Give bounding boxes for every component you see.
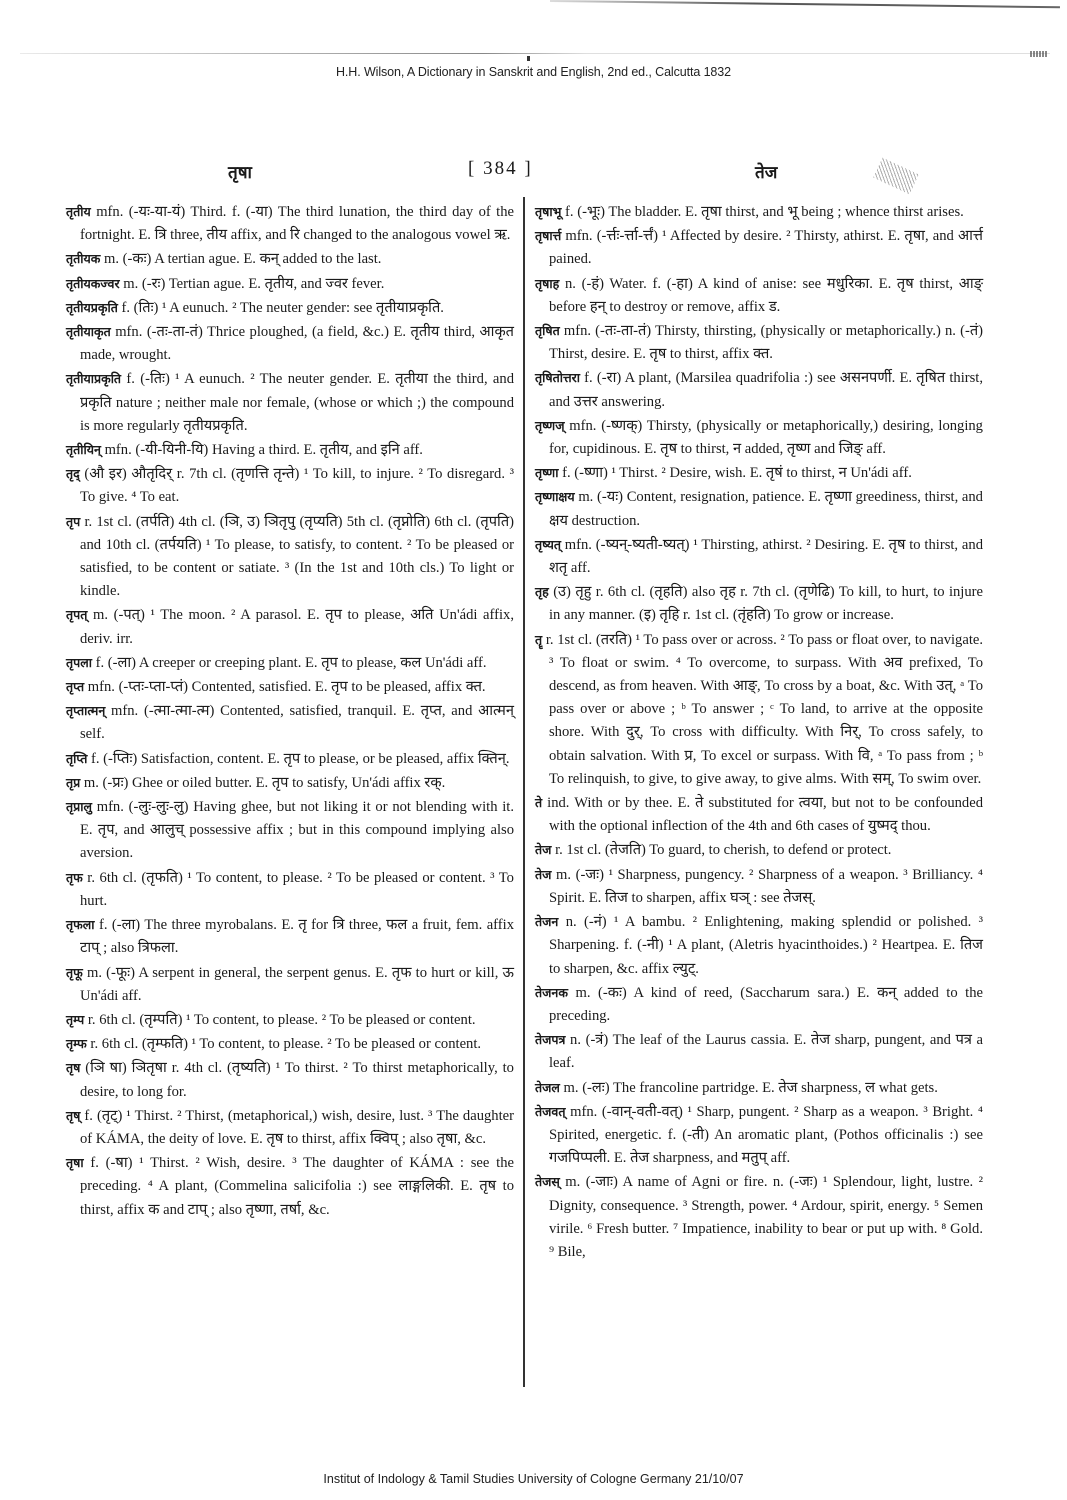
dictionary-entry bbox=[535, 272, 983, 319]
entry-definition: (औ इर) औतृदिर् r. 7th cl. (तृणत्ति तृन्ते) ¹ To kill, to injure. ² To disregard. ³ To give. ⁴ To eat. bbox=[80, 466, 514, 506]
dictionary-entry bbox=[66, 1008, 514, 1032]
entry-headword: तृप्त bbox=[66, 679, 85, 695]
entry-definition: mfn. (-लुः-लुः-लु) Having ghee, but not liking it or not blending with it. E. तृप, and आलुच् possessive affix ; but in this compound implying also aversion. bbox=[80, 799, 515, 862]
dictionary-entry bbox=[66, 961, 514, 1008]
entry-headword: तृफला bbox=[66, 917, 95, 933]
dictionary-entry bbox=[66, 771, 514, 795]
dictionary-entry bbox=[66, 1056, 514, 1103]
entry-headword: तृद् bbox=[66, 466, 80, 482]
entry-definition: mfn. (-त्मा-त्मा-त्म) Contented, satisfied, tranquil. E. तृप्त, and आत्मन् self. bbox=[80, 703, 514, 743]
entry-headword: तेजस् bbox=[535, 1174, 560, 1190]
dictionary-entry bbox=[66, 367, 514, 438]
dictionary-entry bbox=[66, 699, 514, 746]
dictionary-entry bbox=[535, 461, 983, 485]
entry-definition: f. (-ला) A creeper or creeping plant. E. तृप to please, कल Un'ádi aff. bbox=[95, 654, 487, 671]
entry-definition: f. (-तिः) ¹ A eunuch. ² The neuter gender. E. तृतीया the third, and प्रकृति nature ; neither male nor female, (whose or which ;) the compound is more regularly तृतीयप्रकृति. bbox=[80, 371, 514, 434]
dictionary-entry bbox=[66, 675, 514, 699]
entry-definition: ind. With or by thee. E. ते substituted for त्वया, but not to be confounded with the optional inflection of the 4th and 6th cases of युष्मद् thou. bbox=[547, 795, 983, 835]
entry-definition: mfn. (-ष्णक्) Thirsty, (physically or metaphorically,) desiring, longing for, cupidinous. E. तृष to thirst, न added, तृष्ण and जिङ् aff. bbox=[549, 417, 983, 458]
dictionary-entry bbox=[66, 866, 514, 913]
entry-definition: m. (-जाः) A name of Agni or fire. n. (-जः) ¹ Splendour, light, lustre. ² Dignity, consequence. ³ Strength, power. ⁴ Ardour, spirit, energy. ⁵ Semen virile. ⁶ Fresh butter. ⁷ Impatience, inability to bear or put up with. ⁸ Gold. ⁹ Bile, bbox=[549, 1174, 983, 1260]
column-divider bbox=[523, 197, 525, 1387]
dictionary-entry bbox=[66, 1151, 514, 1222]
entry-headword: तृषितोत्तरा bbox=[535, 370, 580, 386]
entry-definition: mfn. (-यी-यिनी-यि) Having a third. E. तृतीय, and इनि aff. bbox=[104, 442, 423, 459]
entry-headword: तृषाह bbox=[535, 275, 560, 291]
entry-definition: mfn. (-यः-या-यं) Third. f. (-या) The third lunation, the third day of the fortnight. E. त्रि three, तीय affix, and रि changed to the analogous vowel ऋ. bbox=[80, 204, 514, 244]
entry-headword: तेज bbox=[535, 866, 552, 882]
entry-headword: तृफ bbox=[66, 869, 83, 885]
entry-headword: तृषाभू bbox=[535, 204, 562, 219]
right-column bbox=[535, 200, 983, 1264]
dictionary-entry bbox=[535, 366, 983, 413]
entry-definition: f. (तृट्) ¹ Thirst. ² Thirst, (metaphorical,) wish, desire, lust. ³ The daughter of KÁMA, the deity of love. E. तृष to thirst, affix क्विप् ; also तृषा, &c. bbox=[80, 1107, 514, 1147]
entry-headword: तेजवत् bbox=[535, 1103, 566, 1119]
entry-definition: r. 6th cl. (तृफति) ¹ To content, to please. ² To be pleased or content. ³ To hurt. bbox=[80, 869, 514, 909]
dictionary-entry bbox=[66, 272, 514, 296]
entry-definition: m. (-रः) Tertian ague. E. तृतीय, and ज्वर fever. bbox=[123, 275, 385, 292]
dictionary-entry bbox=[535, 200, 983, 224]
dictionary-entry bbox=[66, 913, 514, 960]
dictionary-entry bbox=[66, 320, 514, 367]
entry-headword: तृतीयिन् bbox=[66, 442, 101, 458]
entry-definition: mfn. (-वान्-वती-वत्) ¹ Sharp, pungent. ² Sharp as a weapon. ³ Bright. ⁴ Spirited, energetic. f. (-ती) An aromatic plant, (Pothos officinalis :) see गजपिप्पली. E. तेज sharpness, and मतुप् aff. bbox=[549, 1103, 983, 1167]
dictionary-entry bbox=[535, 414, 983, 461]
dictionary-entry bbox=[66, 438, 514, 462]
entry-headword: तृष्णाक्षय bbox=[535, 489, 575, 505]
dictionary-entry bbox=[535, 580, 983, 627]
entry-headword: तृफू bbox=[66, 964, 83, 980]
running-head-first-word: तृषा bbox=[228, 163, 252, 183]
dictionary-entry bbox=[535, 533, 983, 580]
entry-headword: तेजल bbox=[535, 1079, 560, 1095]
dictionary-entry bbox=[66, 795, 514, 866]
dictionary-entry bbox=[535, 319, 983, 366]
dictionary-entry bbox=[535, 628, 983, 791]
dictionary-entry bbox=[66, 296, 514, 320]
entry-definition: n. (-नं) ¹ A bambu. ² Enlightening, making splendid or polished. ³ Sharpening. f. (-नी) ¹ A plant, (Aletris hyacinthoides.) ² Heartpea. E. तिज to sharpen, &c. affix ल्युट्. bbox=[549, 914, 983, 977]
scan-artifact-line bbox=[550, 0, 1060, 8]
dictionary-entry bbox=[66, 247, 514, 271]
page-number: [ 384 ] bbox=[468, 158, 533, 179]
dictionary-entry bbox=[66, 510, 514, 604]
entry-definition: m. (-पत्) ¹ The moon. ² A parasol. E. तृप to please, अति Un'ádi affix, deriv. irr. bbox=[80, 607, 514, 647]
entry-headword: तेजनक bbox=[535, 984, 568, 1000]
entry-headword: तृषार्त्त bbox=[535, 228, 562, 244]
dictionary-entry bbox=[535, 1076, 983, 1100]
entry-headword: तॄ bbox=[535, 631, 543, 647]
entry-definition: mfn. (-र्त्तः-र्त्ता-र्त्तं) ¹ Affected by desire. ² Thirsty, athirst. E. तृषा, and आर्त्त pained. bbox=[549, 228, 983, 268]
entry-headword: तृपत् bbox=[66, 607, 88, 623]
entry-headword: तृतीय bbox=[66, 204, 91, 219]
entry-headword: तृतीयाप्रकृति bbox=[66, 371, 122, 387]
entry-headword: तृतीयाकृत bbox=[66, 324, 111, 340]
dictionary-entry bbox=[535, 838, 983, 862]
source-citation-header: H.H. Wilson, A Dictionary in Sanskrit and English, 2nd ed., Calcutta 1832 bbox=[336, 65, 731, 79]
entry-headword: ते bbox=[535, 795, 543, 811]
dictionary-entry bbox=[535, 791, 983, 838]
entry-headword: तृष् bbox=[66, 1107, 81, 1123]
entry-definition: f. (-रा) A plant, (Marsilea quadrifolia :) see असनपर्णी. E. तृषित thirst, and उत्तर answering. bbox=[549, 370, 983, 410]
entry-headword: तेजन bbox=[535, 914, 559, 930]
entry-definition: m. (-कः) A kind of reed, (Saccharum sara.) E. कन् added to the preceding. bbox=[549, 984, 983, 1024]
entry-headword: तृप्ति bbox=[66, 750, 88, 766]
dictionary-entry bbox=[66, 603, 514, 650]
entry-headword: तृह bbox=[535, 584, 549, 600]
entry-headword: तृम्प bbox=[66, 1011, 85, 1027]
entry-headword: तृप्रालु bbox=[66, 799, 92, 815]
entry-headword: तृतीयक bbox=[66, 251, 101, 267]
dictionary-entry bbox=[535, 981, 983, 1028]
entry-definition: f. (-भूः) The bladder. E. तृषा thirst, and भू being ; whence thirst arises. bbox=[565, 204, 964, 220]
entry-definition: (ञि षा) ञितृषा r. 4th cl. (तृष्यति) ¹ To thirst. ² To thirst metaphorically, to desire, to long for. bbox=[80, 1060, 514, 1100]
scan-artifact-line bbox=[20, 53, 1050, 54]
entry-headword: तृप bbox=[66, 513, 81, 529]
entry-headword: तृष्यत् bbox=[535, 536, 561, 552]
dictionary-entry bbox=[535, 863, 983, 910]
dictionary-entry bbox=[535, 485, 983, 532]
entry-headword: तृष्णज् bbox=[535, 417, 565, 433]
dictionary-entry bbox=[66, 651, 514, 675]
entry-headword: तृषा bbox=[66, 1155, 84, 1171]
entry-headword: तेज bbox=[535, 842, 552, 858]
dictionary-entry bbox=[66, 462, 514, 509]
entry-definition: r. 1st cl. (तेजति) To guard, to cherish, to defend or protect. bbox=[555, 842, 892, 859]
entry-headword: तृपला bbox=[66, 654, 92, 670]
entry-definition: r. 6th cl. (तृम्पति) ¹ To content, to please. ² To be pleased or content. bbox=[87, 1011, 476, 1028]
entry-headword: तृप्तात्मन् bbox=[66, 703, 106, 719]
dictionary-entry bbox=[535, 1170, 983, 1264]
entry-definition: mfn. (-ष्यन्-ष्यती-ष्यत्) ¹ Thirsting, athirst. ² Desiring. E. तृष to thirst, and शतृ aff. bbox=[549, 536, 983, 577]
dictionary-entry bbox=[66, 200, 514, 247]
entry-definition: m. (-फूः) A serpent in general, the serpent genus. E. तृफ to hurt or kill, ऊ Un'ádi aff. bbox=[80, 964, 514, 1004]
entry-definition: mfn. (-तः-ता-तं) Thirsty, thirsting, (physically or metaphorically.) n. (-तं) Thirst, desire. E. तृष to thirst, affix क्त. bbox=[549, 323, 983, 363]
entry-headword: तृष bbox=[66, 1060, 81, 1076]
entry-headword: तृषित bbox=[535, 323, 560, 339]
left-column bbox=[66, 200, 514, 1222]
entry-definition: m. (-जः) ¹ Sharpness, pungency. ² Sharpness of a weapon. ³ Brilliancy. ⁴ Spirit. E. तिज to sharpen, affix घञ् : see तेजस्. bbox=[549, 866, 983, 906]
entry-headword: तृतीयप्रकृति bbox=[66, 299, 118, 315]
dictionary-entry bbox=[66, 747, 514, 771]
entry-definition: m. (-यः) Content, resignation, patience. E. तृष्णा greediness, thirst, and क्षय destruction. bbox=[549, 489, 983, 529]
entry-definition: f. (तिः) ¹ A eunuch. ² The neuter gender: see तृतीयाप्रकृति. bbox=[121, 299, 444, 316]
dictionary-entry bbox=[66, 1032, 514, 1056]
entry-headword: तृष्णा bbox=[535, 465, 559, 481]
entry-definition: n. (-हं) Water. f. (-हा) A kind of anise: see मधुरिका. E. तृष thirst, आङ् before हन् to destroy or remove, affix ड. bbox=[549, 275, 983, 315]
entry-definition: f. (-प्तिः) Satisfaction, content. E. तृप to please, or be pleased, affix क्तिन्. bbox=[91, 750, 510, 767]
entry-definition: r. 1st cl. (तरति) ¹ To pass over or across. ² To pass or float over, to navigate. ³ To float or swim. ⁴ To overcome, to surpass. With अव prefixed, To descend, as from heaven. With आङ्, To cross by a boat, &c. With उत्, ᵃ To pass over or above ; ᵇ To answer ; ᶜ To land, to arrive at the opposite shore. With दुर्, To cross with difficulty. With निर्, To cross safely, to obtain salvation. With प्र, To excel or surpass. With वि, ᵃ To pass from ; ᵇ To relinquish, to give, to give away, to give alms. With सम्, To swim over. bbox=[545, 631, 984, 787]
entry-headword: तृम्फ bbox=[66, 1036, 87, 1052]
entry-definition: m. (-प्रः) Ghee or oiled butter. E. तृप to satisfy, Un'ádi affix रक्. bbox=[83, 774, 446, 791]
entry-definition: n. (-त्रं) The leaf of the Laurus cassia. E. तेज sharp, pungent, and पत्र a leaf. bbox=[549, 1032, 984, 1072]
entry-definition: mfn. (-प्तः-प्ता-प्तं) Contented, satisfied. E. तृप to be pleased, affix क्त. bbox=[87, 679, 486, 696]
dictionary-entry bbox=[535, 1100, 983, 1171]
entry-definition: m. (-कः) A tertian ague. E. कन् added to the last. bbox=[104, 251, 382, 268]
running-head-last-word: तेज bbox=[755, 163, 778, 183]
dictionary-entry bbox=[66, 1104, 514, 1151]
entry-headword: तृप्र bbox=[66, 774, 81, 790]
dictionary-entry bbox=[535, 910, 983, 981]
dictionary-entry bbox=[535, 224, 983, 271]
entry-definition: r. 1st cl. (तर्पति) 4th cl. (ञि, उ) ञितृपु (तृप्यति) 5th cl. (तृप्नोति) 6th cl. (तृपति) and 10th cl. (तर्पयति) ¹ To please, to satisfy, to content. ² To be pleased or satisfied, to be content or satiate. ³ (In the 1st and 10th cls.) To light or kindle. bbox=[80, 513, 514, 600]
entry-definition: (उ) तृहु r. 6th cl. (तृहति) also तृह r. 7th cl. (तृणेढि) To kill, to hurt, to injure in any manner. (इ) तृहि r. 1st cl. (तृंहति) To grow or increase. bbox=[549, 584, 983, 624]
entry-headword: तेजपत्र bbox=[535, 1032, 566, 1048]
entry-definition: r. 6th cl. (तृम्फति) ¹ To content, to please. ² To be pleased or content. bbox=[90, 1036, 482, 1053]
entry-definition: f. (-षा) ¹ Thirst. ² Wish, desire. ³ The daughter of KÁMA : see the preceding. ⁴ A plant, (Commelina salicifolia :) see लाङ्गलिकी. E. तृष to thirst, affix क and टाप् ; also तृष्णा, तर्षा, &c. bbox=[80, 1155, 514, 1218]
institution-footer: Institut of Indology & Tamil Studies University of Cologne Germany 21/10/07 bbox=[323, 1472, 744, 1486]
entry-definition: m. (-लः) The francoline partridge. E. तेज sharpness, ल what gets. bbox=[563, 1079, 938, 1096]
entry-definition: mfn. (-तः-ता-तं) Thrice ploughed, (a field, &c.) E. तृतीय third, आकृत made, wrought. bbox=[80, 324, 514, 364]
entry-definition: f. (-ष्णा) ¹ Thirst. ² Desire, wish. E. तृषं to thirst, न Un'ádi aff. bbox=[562, 465, 912, 482]
scan-artifact-mark bbox=[527, 56, 530, 61]
entry-definition: f. (-ला) The three myrobalans. E. तृ for त्रि three, फल a fruit, fem. affix टाप् ; also त्रिफला. bbox=[80, 917, 514, 957]
dictionary-entry bbox=[535, 1028, 983, 1075]
scan-artifact-mark bbox=[1030, 51, 1048, 57]
entry-headword: तृतीयकज्वर bbox=[66, 275, 120, 291]
